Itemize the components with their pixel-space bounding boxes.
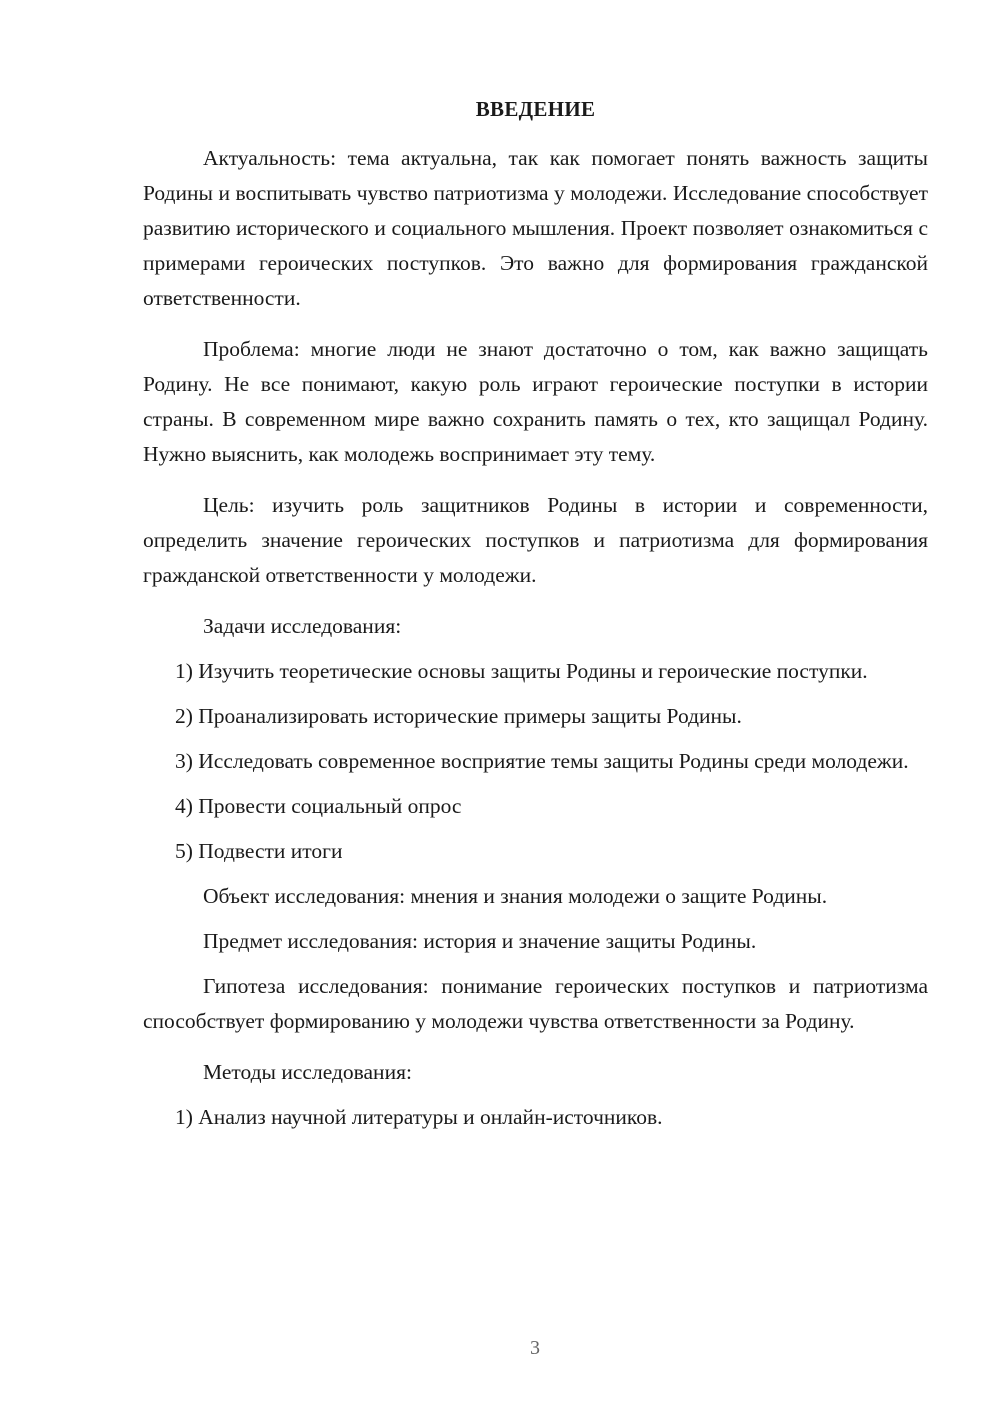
subject-paragraph: Предмет исследования: история и значение защиты Родины. bbox=[203, 929, 757, 953]
task-item-4: 4) Провести социальный опрос bbox=[175, 794, 462, 818]
document-page bbox=[143, 92, 928, 1135]
method-item-1: 1) Анализ научной литературы и онлайн-источников. bbox=[175, 1105, 663, 1129]
methods-heading: Методы исследования: bbox=[203, 1060, 412, 1084]
relevance-paragraph: Актуальность: тема актуальна, так как помогает понять важность защиты Родины и воспитывать чувство патриотизма у молодежи. Исследование способствует развитию исторического и социального мышления. Проект позволяет ознакомиться с примерами героических поступков. Это важно для формирования гражданской ответственности. bbox=[143, 146, 928, 310]
goal-paragraph: Цель: изучить роль защитников Родины в истории и современности, определить значение героических поступков и патриотизма для формирования гражданской ответственности у молодежи. bbox=[143, 493, 928, 587]
hypothesis-paragraph: Гипотеза исследования: понимание героических поступков и патриотизма способствует формированию у молодежи чувства ответственности за Родину. bbox=[143, 974, 928, 1033]
task-item-5: 5) Подвести итоги bbox=[175, 839, 343, 863]
object-paragraph: Объект исследования: мнения и знания молодежи о защите Родины. bbox=[203, 884, 828, 908]
tasks-heading: Задачи исследования: bbox=[203, 614, 402, 638]
page-number: 3 bbox=[530, 1337, 540, 1359]
task-item-2: 2) Проанализировать исторические примеры защиты Родины. bbox=[175, 704, 742, 728]
task-item-3: 3) Исследовать современное восприятие темы защиты Родины среди молодежи. bbox=[175, 749, 909, 773]
problem-paragraph: Проблема: многие люди не знают достаточно о том, как важно защищать Родину. Не все понимают, какую роль играют героические поступки в истории страны. В современном мире важно сохранить память о тех, кто защищал Родину. Нужно выяснить, как молодежь воспринимает эту тему. bbox=[143, 337, 928, 466]
page-title: ВВЕДЕНИЕ bbox=[475, 97, 596, 121]
task-item-1: 1) Изучить теоретические основы защиты Родины и героические поступки. bbox=[175, 659, 868, 683]
